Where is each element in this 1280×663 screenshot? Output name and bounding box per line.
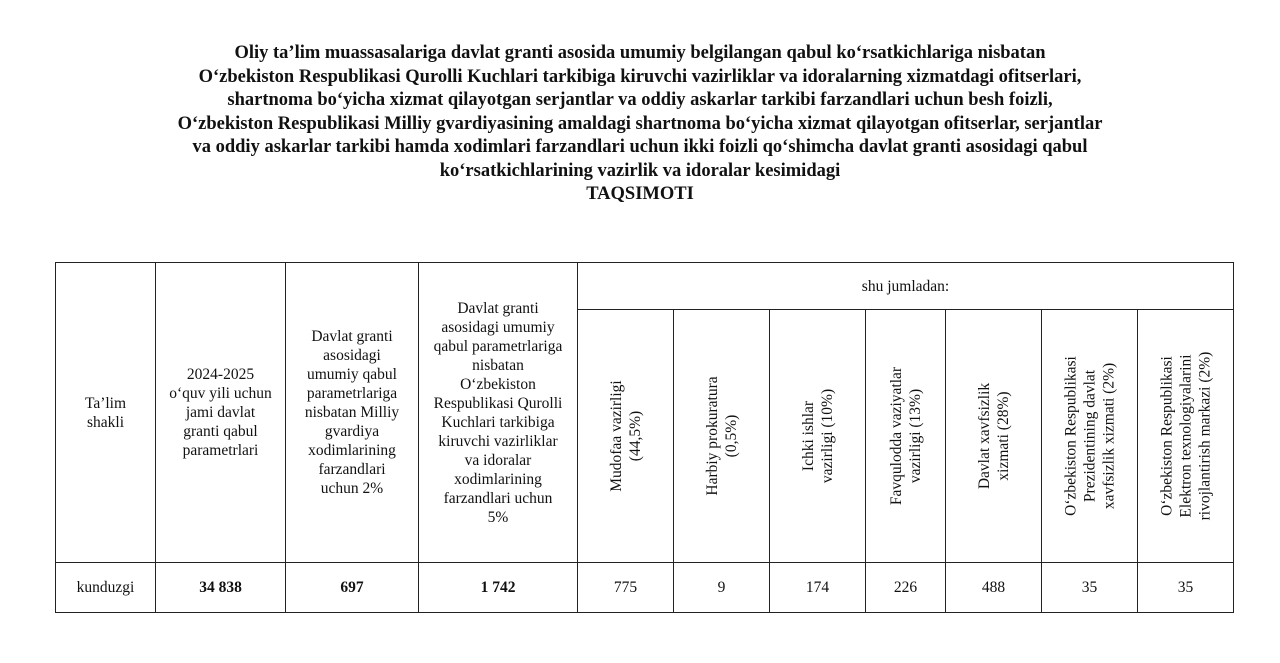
header-state-security: Davlat xavfsizlik xizmati (28%) [946, 310, 1042, 563]
header-national-guard-2pct: Davlat granti asosidagi umumiy qabul parametrlariga nisbatan Milliy gvardiya xodimlarining farzandlari uchun 2% [286, 263, 419, 563]
table-row [56, 563, 1234, 613]
header-including-group: shu jumladan: [578, 263, 1234, 310]
cell-emergency-situations: 226 [866, 563, 946, 613]
document-title: TAQSIMOTI [586, 184, 694, 204]
cell-national-guard: 697 [286, 563, 419, 613]
header-internal-affairs: Ichki ishlar vazirligi (10%) [770, 310, 866, 563]
cell-total-grant: 34 838 [156, 563, 286, 613]
heading-line: va oddiy askarlar tarkibi hamda xodimlari farzandlari uchun ikki foizli qo‘shimcha davlat granti asosidagi qabul [192, 137, 1088, 157]
cell-presidential-security: 35 [1042, 563, 1138, 613]
cell-electronic-technologies-center: 35 [1138, 563, 1234, 613]
cell-state-security: 488 [946, 563, 1042, 613]
cell-internal-affairs: 174 [770, 563, 866, 613]
header-emergency-situations: Favqulodda vaziyatlar vazirligi (13%) [866, 310, 946, 563]
heading-line: Oliy ta’lim muassasalariga davlat granti asosida umumiy belgilangan qabul ko‘rsatkichlariga nisbatan [234, 43, 1046, 63]
cell-armed-forces: 1 742 [419, 563, 578, 613]
heading-line: shartnoma bo‘yicha xizmat qilayotgan serjantlar va oddiy askarlar tarkibi farzandlari uchun besh foizli, [227, 90, 1053, 110]
header-total-grant: 2024-2025 o‘quv yili uchun jami davlat granti qabul parametrlari [156, 263, 286, 563]
cell-education-form: kunduzgi [56, 563, 156, 613]
cell-military-prosecutor: 9 [674, 563, 770, 613]
document-heading [0, 42, 1280, 207]
header-armed-forces-5pct: Davlat granti asosidagi umumiy qabul parametrlariga nisbatan O‘zbekiston Respublikasi Qurolli Kuchlari tarkibiga kiruvchi vazirliklar va idoralar xodimlarining farzandlari uchun 5% [419, 263, 578, 563]
heading-line: O‘zbekiston Respublikasi Milliy gvardiyasining amaldagi shartnoma bo‘yicha xizmat qilayotgan ofitserlar, serjantlar [177, 113, 1103, 134]
heading-line: ko‘rsatkichlarining vazirlik va idoralar kesimidagi [439, 160, 841, 181]
cell-ministry-of-defense: 775 [578, 563, 674, 613]
header-military-prosecutor: Harbiy prokuratura (0,5%) [674, 310, 770, 563]
allocation-table [55, 262, 1234, 613]
heading-line: O‘zbekiston Respublikasi Qurolli Kuchlari tarkibiga kiruvchi vazirliklar va idoralarning xizmatdagi ofitserlari, [198, 66, 1082, 87]
header-electronic-technologies-center: O‘zbekiston Respublikasi Elektron texnologiyalarini rivojlantirish markazi (2%) [1138, 310, 1234, 563]
header-presidential-security: O‘zbekiston Respublikasi Prezidentining davlat xavfsizlik xizmati (2%) [1042, 310, 1138, 563]
header-ministry-of-defense: Mudofaa vazirligi (44,5%) [578, 310, 674, 563]
header-education-form: Ta’lim shakli [56, 263, 156, 563]
